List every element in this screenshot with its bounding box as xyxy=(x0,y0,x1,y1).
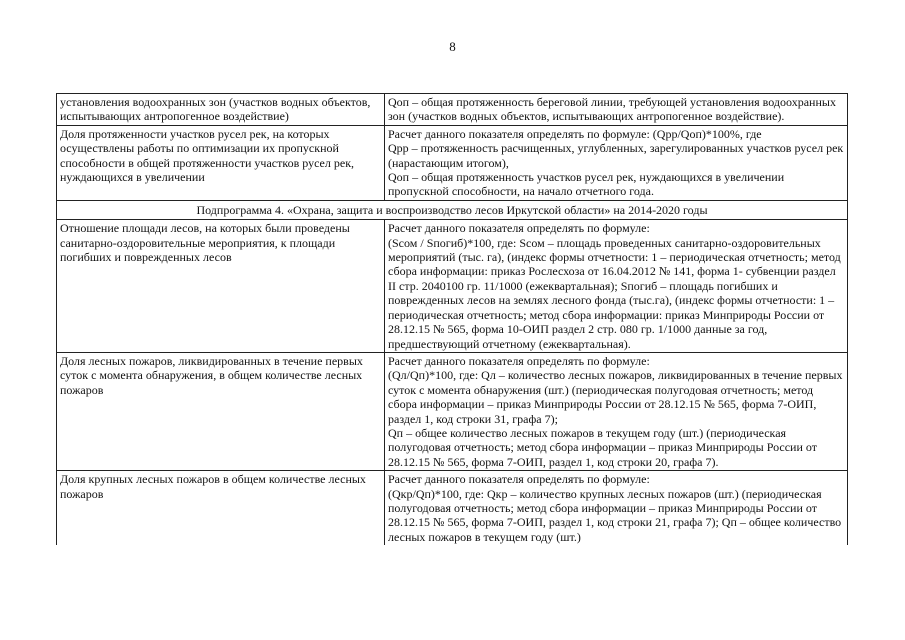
formula-paragraph: Qоп – общая протяженность береговой линии, требующей установления водоохранных зон (участков водных объектов, испытывающих антропогенное воздействие). xyxy=(388,95,836,124)
formula-paragraph: Qрр – протяженность расчищенных, углубленных, зарегулированных участков русел рек (нарастающим итогом), xyxy=(388,141,844,170)
indicator-formula xyxy=(385,471,848,546)
formula-paragraph: Qоп – общая протяженность участков русел рек, нуждающихся в увеличении пропускной способности, на начало отчетного года. xyxy=(388,170,785,199)
indicator-formula xyxy=(385,125,848,200)
indicator-formula xyxy=(385,352,848,470)
formula-paragraph: (Sсом / Sпогиб)*100, где: Sсом – площадь проведенных санитарно-оздоровительных мероприятий (тыс. га), (индекс формы отчетности: 1 – периодическая отчетность; метод сбора информации: приказ Рослесхоза от 16.04.2012 № 141, форма 1- субвенции раздел II стр. 2040100 гр. 11/1000 (ежеквартальная); Sпогиб – площадь погибших и поврежденных лесов на землях лесного фонда (тыс.га), (индекс формы отчетности: 1 – периодическая отчетность; метод сбора информации: приказ Минприроды России от 28.12.15 № 565, форма 10-ОИП раздел 2 стр. 080 гр. 1/1000 данные за год, предшествующий отчетному (ежеквартальная). xyxy=(388,235,841,351)
formula-paragraph: Расчет данного показателя определять по формуле: xyxy=(388,353,650,368)
indicator-name: Доля лесных пожаров, ликвидированных в течение первых суток с момента обнаружения, в общем количестве лесных пожаров xyxy=(57,352,385,470)
indicator-table xyxy=(56,93,848,545)
formula-paragraph: Расчет данного показателя определять по формуле: (Qрр/Qоп)*100%, где xyxy=(388,126,762,141)
formula-paragraph: Расчет данного показателя определять по формуле: xyxy=(388,472,650,487)
subprogram-row xyxy=(57,200,848,219)
subprogram-title: Подпрограмма 4. «Охрана, защита и воспроизводство лесов Иркутской области» на 2014-2020 годы xyxy=(57,200,848,219)
table-row xyxy=(57,94,848,126)
table-row xyxy=(57,471,848,546)
table-row xyxy=(57,220,848,353)
indicator-name: Отношение площади лесов, на которых были проведены санитарно-оздоровительные мероприятия, к площади погибших и поврежденных лесов xyxy=(57,220,385,353)
table-row xyxy=(57,352,848,470)
formula-paragraph: Qп – общее количество лесных пожаров в текущем году (шт.) (периодическая полугодовая отчетность; метод сбора информации – приказ Минприроды России от 28.12.15 № 565, форма 7-ОИП, раздел 1, код строки 20, графа 7). xyxy=(388,425,817,469)
formula-paragraph: (Qл/Qп)*100, где: Qл – количество лесных пожаров, ликвидированных в течение первых суток с момента обнаружения (шт.) (периодическая полугодовая отчетность; метод сбора информации – приказ Минприроды России от 28.12.15 № 565, форма 7-ОИП, раздел 1, код строки 31, графа 7); xyxy=(388,368,843,426)
indicator-name: Доля крупных лесных пожаров в общем количестве лесных пожаров xyxy=(57,471,385,546)
formula-paragraph: Расчет данного показателя определять по формуле: xyxy=(388,221,650,236)
indicator-formula xyxy=(385,94,848,126)
indicator-name: установления водоохранных зон (участков водных объектов, испытывающих антропогенное воздействие) xyxy=(57,94,385,126)
page-number: 8 xyxy=(449,39,456,54)
indicator-formula xyxy=(385,220,848,353)
indicator-name: Доля протяженности участков русел рек, на которых осуществлены работы по оптимизации их пропускной способности в общей протяженности участков русел рек, нуждающихся в увеличении xyxy=(57,125,385,200)
formula-paragraph: (Qкр/Qп)*100, где: Qкр – количество крупных лесных пожаров (шт.) (периодическая полугодовая отчетность; метод сбора информации – приказ Минприроды России от 28.12.15 № 565, форма 7-ОИП, раздел 1, код строки 21, графа 7); Qп – общее количество лесных пожаров в текущем году (шт.) xyxy=(388,486,842,544)
table-row xyxy=(57,125,848,200)
